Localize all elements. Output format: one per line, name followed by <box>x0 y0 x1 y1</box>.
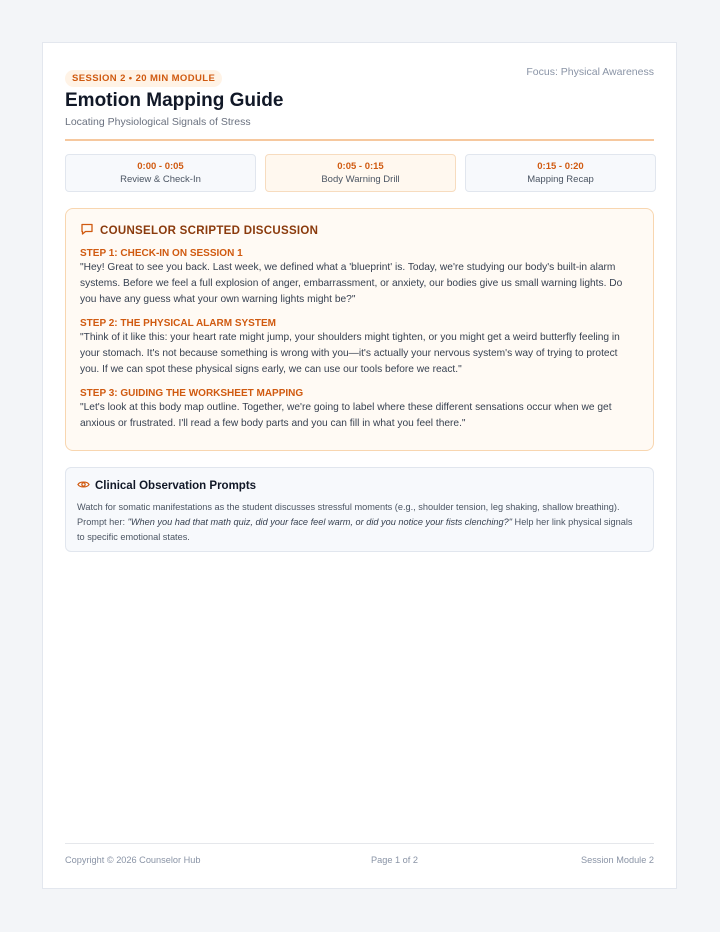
observation-header <box>77 478 642 494</box>
step-text: "Think of it like this: your heart rate might jump, your shoulders might tighten, or you might get a weird butterfly feeling in your stomach. It's not because something is wrong with you—it's actually your nervous system's way of trying to protect you. If we can spot these physical signs early, we can use our tools before we react." <box>80 332 620 375</box>
timeline-label: Mapping Recap <box>527 174 594 185</box>
page-title: Emotion Mapping Guide <box>65 90 284 111</box>
observation-text-outro: Help her link physical signals to specific emotional states. <box>77 517 633 542</box>
footer-copyright: Copyright © 2026 Counselor Hub <box>65 855 201 865</box>
session-timeline <box>65 154 654 194</box>
focus-label: Focus: Physical Awareness <box>526 66 654 78</box>
clinical-observation-card <box>65 467 654 552</box>
timeline-label: Body Warning Drill <box>321 174 400 185</box>
timeline-time: 0:15 - 0:20 <box>537 161 584 172</box>
step-title: STEP 1: CHECK-IN ON SESSION 1 <box>80 248 243 259</box>
scripted-discussion-card <box>65 208 654 451</box>
timeline-segment-active <box>265 154 456 192</box>
timeline-time: 0:00 - 0:05 <box>137 161 184 172</box>
scripted-discussion-title: COUNSELOR SCRIPTED DISCUSSION <box>100 224 319 237</box>
footer-divider <box>65 843 654 844</box>
timeline-segment <box>465 154 656 192</box>
header-divider <box>65 139 654 141</box>
timeline-segment <box>65 154 256 192</box>
scripted-discussion-header <box>80 222 639 239</box>
footer-module: Session Module 2 <box>580 855 654 865</box>
session-badge: SESSION 2 • 20 MIN MODULE <box>65 70 222 87</box>
document-page <box>42 42 677 889</box>
observation-text <box>77 500 642 545</box>
timeline-label: Review & Check-In <box>120 174 201 185</box>
page-subtitle: Locating Physiological Signals of Stress <box>65 116 251 128</box>
step-title: STEP 2: THE PHYSICAL ALARM SYSTEM <box>80 318 276 329</box>
timeline-time: 0:05 - 0:15 <box>337 161 384 172</box>
footer-page-number: Page 1 of 2 <box>371 855 418 865</box>
observation-title: Clinical Observation Prompts <box>95 480 257 492</box>
step-text: "Let's look at this body map outline. Together, we're going to label where these different sensations occur when we get anxious or frustrated. I'll read a few body parts and you can fill in what you feel there." <box>80 402 612 429</box>
step-text: "Hey! Great to see you back. Last week, we defined what a 'blueprint' is. Today, we're studying our body's built-in alarm systems. Before we feel a full explosion of anger, embarrassment, or anxiety, our bodies give us small warning lights. Do you have any guess what your own warning lights might be?" <box>80 262 623 305</box>
chat-icon <box>80 222 94 239</box>
observation-prompt-quote: "When you had that math quiz, did your face feel warm, or did you notice your fists clenching?" <box>127 517 512 527</box>
eye-icon <box>77 478 90 494</box>
observation-text-intro: Watch for somatic manifestations as the student discusses stressful moments (e.g., shoulder tension, leg shaking, shallow breathing). Prompt her: <box>77 502 620 527</box>
step-title: STEP 3: GUIDING THE WORKSHEET MAPPING <box>80 388 304 399</box>
